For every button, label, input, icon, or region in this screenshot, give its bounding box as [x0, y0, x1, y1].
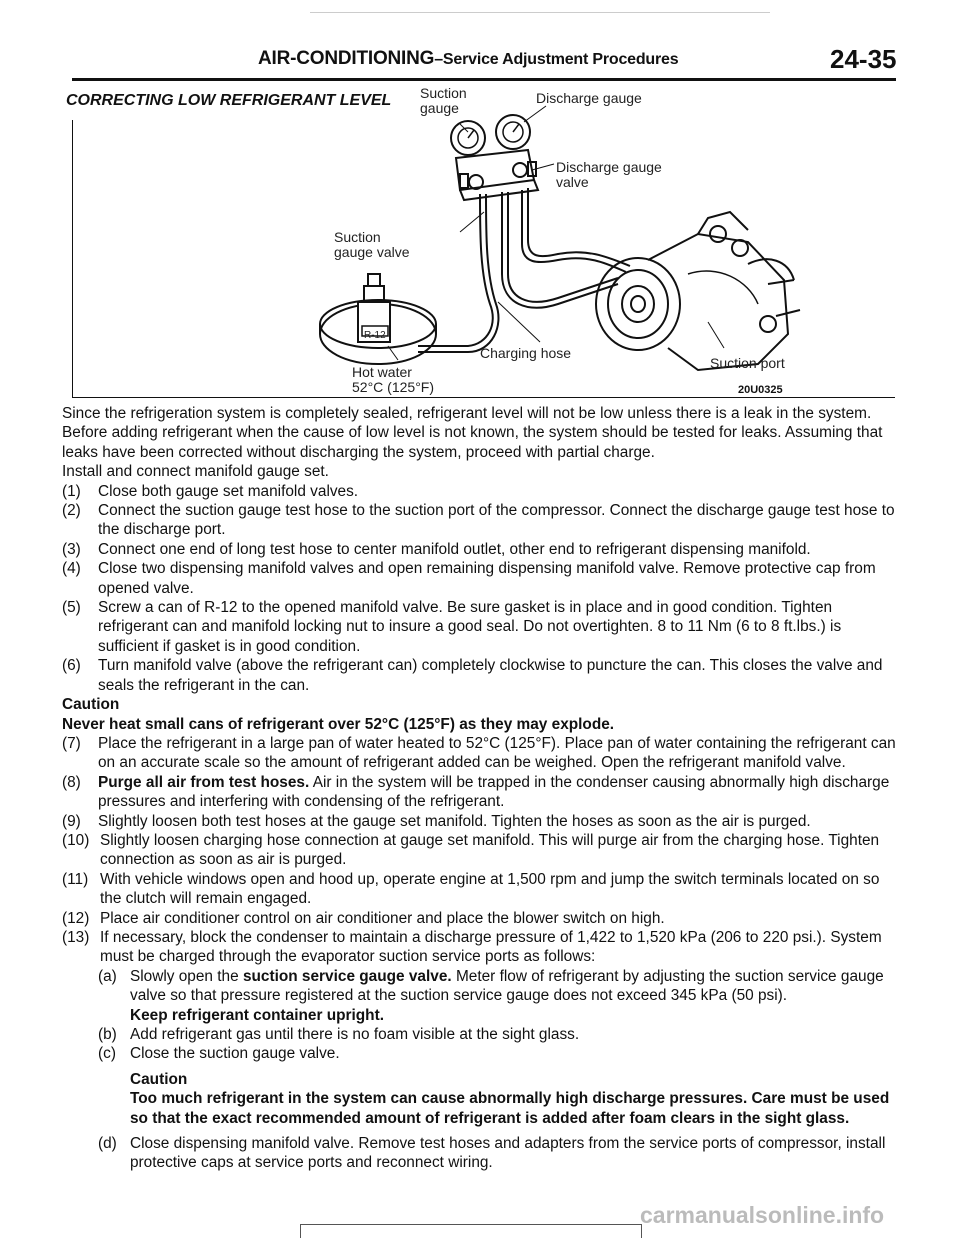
step-rest-text: Air in the system will be trapped in the condenser causing abnormally high discharge pressures and interfering with condensing of the refrigerant.: [98, 773, 890, 811]
substep-text: Slowly open the suction service gauge valve. Meter flow of refrigerant by adjusting the suction service gauge valve so that pressure registered at the suction service gauge does not exceed 345 kPa (50 psi). Keep refrigerant container upright.: [130, 967, 884, 1024]
step-number: (7): [62, 734, 81, 752]
step-item: [62, 909, 898, 928]
step-item: [62, 501, 898, 540]
step-number: (5): [62, 599, 81, 617]
label-suction-port: Suction port: [710, 355, 785, 371]
label-suction-gauge: Suction gauge: [420, 85, 467, 116]
page-number: 24-35: [830, 44, 897, 74]
step-item: [62, 559, 898, 598]
step-item: [62, 831, 898, 870]
step-item: [62, 734, 898, 773]
step-number: (3): [62, 540, 81, 558]
step-number: (12): [62, 909, 90, 927]
step-bold-text: Purge all air from test hoses.: [98, 773, 310, 791]
step-text: Screw a can of R-12 to the opened manifold valve. Be sure gasket is in place and in good condition. Tighten refrigerant can and manifold locking nut to insure a good seal. Do not overtighten. 8 to 11 Nm (6 to 8 ft.lbs.) is sufficient if gasket is in good condition.: [98, 599, 842, 655]
caution-text: Too much refrigerant in the system can cause abnormally high discharge pressures. Care must be used so that the exact recommended amount of refrigerant is added after foam clears in the sight glass.: [130, 1090, 890, 1127]
top-hairline: [310, 12, 770, 13]
step-item: [62, 870, 898, 909]
label-charging-hose: Charging hose: [480, 345, 572, 361]
step-item: [62, 928, 898, 967]
step-number: (13): [62, 928, 90, 946]
figure-code: 20U0325: [738, 384, 783, 396]
body-text: [62, 404, 898, 1173]
caution-heading: Caution: [62, 696, 120, 714]
step-item: [62, 812, 898, 831]
substep-number: (c): [98, 1045, 116, 1063]
step-number: (10): [62, 831, 90, 849]
page-header-title: [258, 48, 678, 70]
step-text: Close two dispensing manifold valves and open remaining dispensing manifold valve. Remove protective cap from opened valve.: [98, 560, 876, 597]
substep-item: [62, 1044, 898, 1063]
substep-item: [62, 1134, 898, 1173]
substep-number: (b): [98, 1026, 117, 1043]
step-text: Connect one end of long test hose to center manifold outlet, other end to refrigerant dispensing manifold.: [98, 540, 811, 558]
step-text: Place the refrigerant in a large pan of water heated to 52°C (125°F). Place pan of water containing the refrigerant can on an accurate scale so the amount of refrigerant added can be weighed. Open the refrigerant manifold valve.: [98, 734, 896, 772]
step-text: Connect the suction gauge test hose to the suction port of the compressor. Connect the discharge gauge test hose to the discharge port.: [98, 502, 895, 539]
intro-paragraph: Since the refrigeration system is completely sealed, refrigerant level will not be low unless there is a leak in the system.: [62, 405, 872, 422]
step-number: (8): [62, 773, 81, 791]
step-item: [62, 773, 898, 812]
step-item: [62, 482, 898, 501]
substep-emphasis: Keep refrigerant container upright.: [130, 1006, 384, 1024]
step-text: Place air conditioner control on air conditioner and place the blower switch on high.: [100, 909, 665, 927]
step-number: (9): [62, 812, 81, 830]
substep-number: (a): [98, 967, 117, 985]
step-item: [62, 656, 898, 695]
watermark-text: carmanualsonline.info: [640, 1202, 885, 1228]
substep-item: [62, 967, 898, 1025]
step-item: [62, 540, 898, 559]
manifold-gauge-illustration: [228, 84, 868, 400]
step-number: (6): [62, 657, 81, 675]
step-text: Slightly loosen charging hose connection at gauge set manifold. This will purge air from the charging hose. Tighten connection as soon as air is purged.: [100, 831, 880, 869]
step-number: (2): [62, 502, 81, 520]
caution-text: Never heat small cans of refrigerant over 52°C (125°F) as they may explode.: [62, 715, 615, 733]
step-number: (1): [62, 482, 81, 500]
substep-item: [62, 1025, 898, 1044]
step-text: Turn manifold valve (above the refrigerant can) completely clockwise to puncture the can. This closes the valve and seals the refrigerant in the can.: [98, 657, 883, 694]
intro-paragraph: Before adding refrigerant when the cause of low level is not known, the system should be tested for leaks. Assuming that leaks have been corrected without discharging the system, proceed with partial charge.: [62, 424, 883, 461]
header-rule: [72, 78, 896, 81]
step-text: With vehicle windows open and hood up, operate engine at 1,500 rpm and jump the switch terminals located on so the clutch will remain engaged.: [100, 870, 880, 908]
substep-number: (d): [98, 1135, 117, 1153]
section-title: CORRECTING LOW REFRIGERANT LEVEL: [66, 92, 392, 109]
caution-heading: Caution: [130, 1070, 188, 1088]
label-discharge-gauge: Discharge gauge: [536, 90, 642, 106]
footer-box: [300, 1224, 642, 1238]
label-discharge-gauge-valve: Discharge gauge valve: [556, 159, 662, 190]
step-item: [62, 598, 898, 656]
step-text: [98, 773, 898, 812]
step-number: (11): [62, 870, 89, 888]
step-text: Slightly loosen both test hoses at the gauge set manifold. Tighten the hoses as soon as the air is purged.: [98, 812, 811, 830]
step-text: If necessary, block the condenser to maintain a discharge pressure of 1,422 to 1,520 kPa (206 to 220 psi.). System must be charged through the evaporator suction service ports as follows:: [100, 928, 882, 966]
substep-text: Close dispensing manifold valve. Remove test hoses and adapters from the service ports of compressor, install protective caps at service ports and reconnect wiring.: [130, 1135, 886, 1172]
intro-paragraph: Install and connect manifold gauge set.: [62, 463, 329, 481]
compressor-body-icon: [648, 234, 788, 370]
step-number: (4): [62, 560, 81, 578]
substep-text: Close the suction gauge valve.: [130, 1045, 340, 1063]
header-title-sub: –Service Adjustment Procedures: [434, 51, 679, 68]
label-suction-gauge-valve: Suction gauge valve: [334, 229, 410, 260]
label-hot-water: Hot water 52°C (125°F): [352, 364, 435, 395]
substep-text: Add refrigerant gas until there is no foam visible at the sight glass.: [130, 1026, 580, 1043]
header-title-main: AIR-CONDITIONING: [258, 48, 435, 69]
label-can-r12: R-12: [364, 330, 386, 341]
step-text: Close both gauge set manifold valves.: [98, 482, 359, 500]
